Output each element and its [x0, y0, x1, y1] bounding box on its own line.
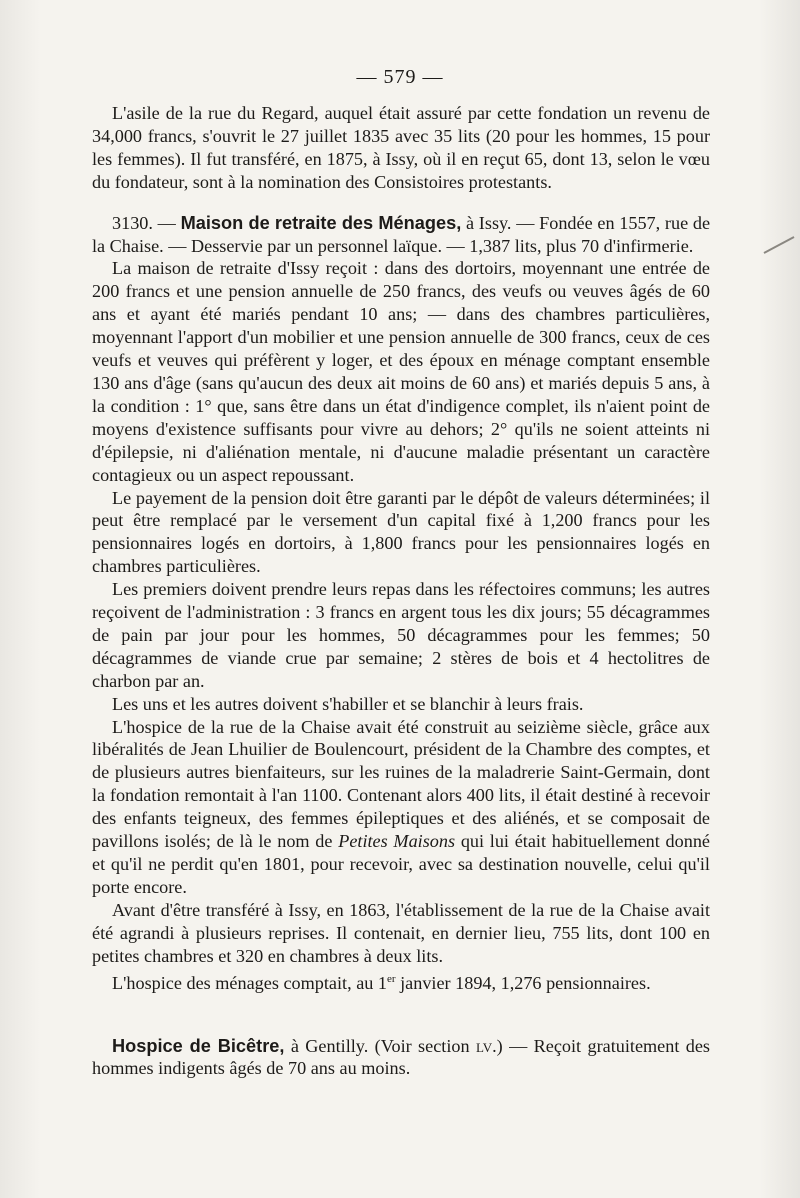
history-text-b: qui lui était habituellement donné et qu'il ne perdit qu'en 1801, pour recevoir, avec sa destination nouvelle, celui qu'il porte encore. — [92, 831, 711, 897]
paragraph-payment: Le payement de la pension doit être garanti par le dépôt de valeurs déterminées; il peut être remplacé par le versement d'un capital fixé à 1,200 francs pour les pensionnaires logés en dortoirs, à 1,800 francs pour les pensionnaires logés en chambres particulières. — [92, 487, 710, 577]
bicetre-title: Hospice de Bicêtre, — [112, 1035, 285, 1056]
page-body — [92, 102, 710, 1080]
superscript-er: er — [387, 972, 396, 985]
paragraph-asile-regard: L'asile de la rue du Regard, auquel était assuré par cette fondation un revenu de 34,000 francs, s'ouvrit le 27 juillet 1835 avec 35 lits (20 pour les hommes, 15 pour les femmes). Il fut transféré, en 1875, à Issy, où il en reçut 65, dont 13, selon le vœu du fondateur, sont à la nomination des Consistoires protestants. — [92, 103, 710, 192]
count-text-b: janvier 1894, 1,276 pensionnaires. — [400, 972, 651, 993]
count-text-a: L'hospice des ménages comptait, au 1 — [112, 972, 387, 993]
paragraph-clothing: Les uns et les autres doivent s'habiller et se blanchir à leurs frais. — [112, 693, 584, 714]
section-ref: lv — [475, 1035, 493, 1056]
history-text-a: L'hospice de la rue de la Chaise avait été construit au seizième siècle, grâce aux libéralités de Jean Lhuilier de Boulencourt, président de la Chambre des comptes, et de plusieurs autres bienfaiteurs, sur les ruines de la maladrerie Saint-Germain, dont la fondation remontait à l'an 1100. Contenant alors 400 lits, il était destiné à recevoir des enfants teigneux, des femmes épileptiques et des aliénés, et se composait de pavillons isolés; de là le nom de — [92, 716, 710, 852]
paragraph-count — [92, 968, 710, 995]
entry-number: 3130. — — [112, 212, 176, 233]
bicetre-text-b: .) — Reçoit gratuitement des hommes indigents âgés de 70 ans au moins. — [92, 1035, 711, 1079]
bicetre-text-a: à Gentilly. (Voir section — [290, 1035, 470, 1056]
paragraph-admission: La maison de retraite d'Issy reçoit : dans des dortoirs, moyennant une entrée de 200 francs et une pension annuelle de 250 francs, des veufs ou veuves âgés de 60 ans et ayant été mariés pendant 10 ans; — dans des chambres particulières, moyennant l'apport d'un mobilier et une pension annuelle de 300 francs, ceux de ces veufs et veuves qui préfèrent y loger, et des époux en ménage comptant ensemble 130 ans d'âge (sans qu'aucun des deux ait moins de 60 ans) et mariés depuis 5 ans, à la condition : 1° que, sans être dans un état d'indigence complet, ils n'aient point de moyens d'existence suffisants pour vivre au dehors; 2° qu'ils ne soient atteints ni d'épilepsie, ni d'aliénation mentale, ni d'aucune maladie présentant un caractère contagieux ou un aspect repoussant. — [92, 258, 710, 485]
margin-pencil-mark — [764, 236, 795, 254]
entry-bicetre — [92, 1035, 710, 1081]
paragraph-transfer: Avant d'être transféré à Issy, en 1863, l'établissement de la rue de la Chaise avait été agrandi à plusieurs reprises. Il contenait, en dernier lieu, 755 lits, dont 100 en petites chambres et 320 en chambres à deux lits. — [92, 899, 710, 966]
petites-maisons-italic: Petites Maisons — [338, 831, 456, 852]
entry-3130 — [92, 212, 710, 258]
paragraph-history — [92, 716, 710, 899]
entry-details: à Issy. — Fondée en 1557, rue de la Chaise. — Desservie par un personnel laïque. — 1,387 lits, plus 70 d'infirmerie. — [92, 212, 711, 256]
page-number: — 579 — — [356, 66, 444, 88]
paragraph-meals: Les premiers doivent prendre leurs repas dans les réfectoires communs; les autres reçoivent de l'administration : 3 francs en argent tous les dix jours; 55 décagrammes de pain par jour pour les hommes, 50 décagrammes pour les femmes; 50 décagrammes de viande crue par semaine; 2 stères de bois et 4 hectolitres de charbon par an. — [92, 579, 710, 691]
entry-title: Maison de retraite des Ménages, — [180, 212, 462, 233]
